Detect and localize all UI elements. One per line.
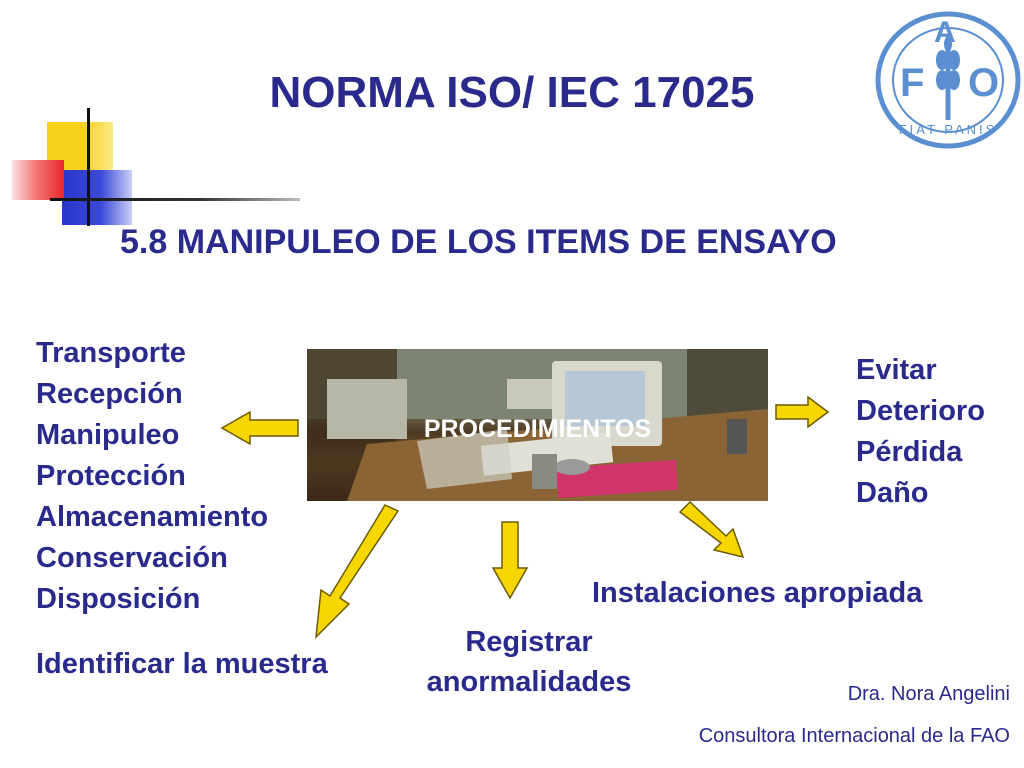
handling-step: Transporte (36, 337, 186, 369)
avoid-item: Daño (856, 477, 929, 509)
fao-logo-letter-a: A (934, 16, 956, 49)
slide-subtitle: 5.8 MANIPULEO DE LOS ITEMS DE ENSAYO (120, 223, 837, 261)
handling-step: Protección (36, 460, 186, 492)
avoid-item: Pérdida (856, 436, 963, 468)
avoid-item: Deterioro (856, 395, 985, 427)
author-name: Dra. Nora Angelini (847, 683, 1010, 705)
fao-logo-letter-f: F (900, 61, 925, 105)
author-affiliation: Consultora Internacional de la FAO (698, 725, 1010, 747)
slide-title: NORMA ISO/ IEC 17025 (269, 68, 755, 117)
procedures-label: PROCEDIMIENTOS (423, 415, 652, 443)
avoid-item: Evitar (856, 354, 937, 386)
arrow-down-right-icon (680, 502, 743, 557)
handling-step: Disposición (36, 583, 201, 615)
fao-logo-letter-o: O (968, 61, 1000, 105)
arrow-left-icon (222, 412, 298, 444)
register-line: Registrar (465, 626, 593, 658)
handling-step: Manipuleo (36, 419, 180, 451)
fao-logo-motto: FIAT PANIS (898, 122, 998, 137)
handling-step: Almacenamiento (36, 501, 269, 533)
arrow-right-icon (776, 397, 828, 427)
handling-step: Recepción (36, 378, 183, 410)
register-abnormalities-text (400, 622, 658, 702)
arrow-down-icon (493, 522, 527, 598)
identify-sample-text: Identificar la muestra (36, 648, 328, 680)
facilities-text: Instalaciones apropiada (592, 577, 923, 609)
register-line: anormalidades (426, 666, 632, 698)
handling-step: Conservación (36, 542, 228, 574)
arrow-down-left-icon (316, 505, 398, 637)
